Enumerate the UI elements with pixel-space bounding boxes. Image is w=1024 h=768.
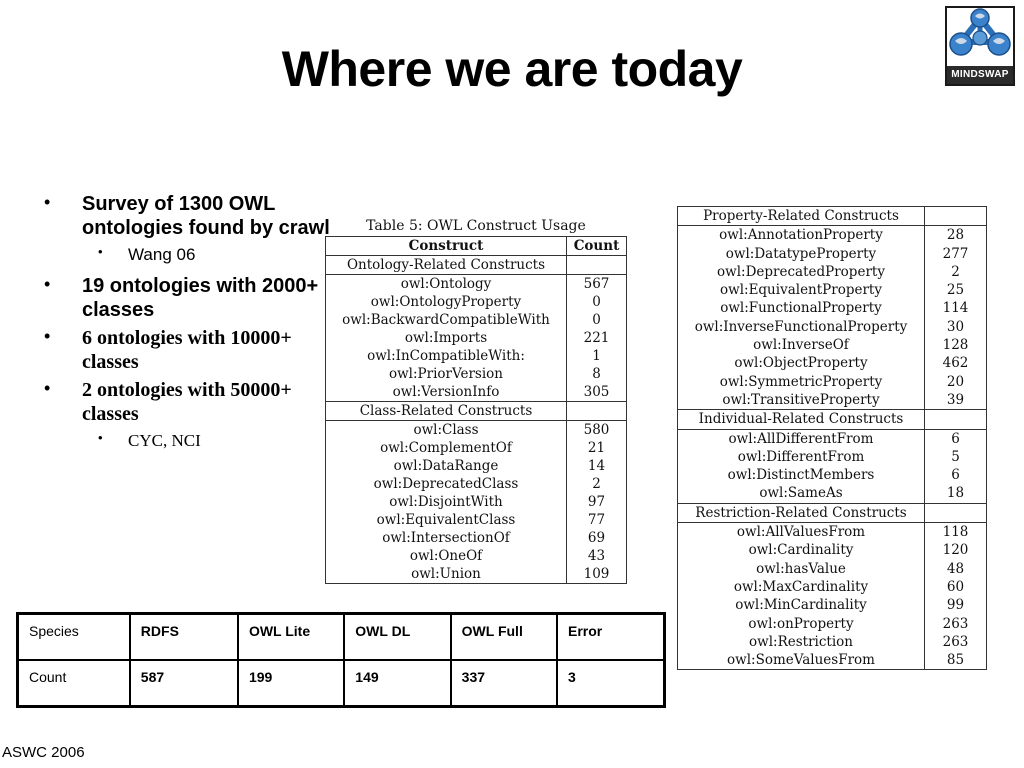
section-count-cell	[925, 207, 987, 226]
bullet-list	[40, 192, 340, 460]
construct-name: owl:EquivalentClass	[326, 511, 567, 529]
bullet-icon: •	[44, 378, 51, 398]
mindswap-logo	[945, 6, 1015, 86]
construct-count: 99	[925, 596, 987, 614]
bullet-icon: •	[44, 326, 51, 346]
table5-body	[326, 256, 627, 584]
table-row	[678, 523, 987, 542]
slide-title: Where we are today	[281, 41, 743, 97]
construct-count: 221	[567, 329, 627, 347]
table-row	[326, 529, 627, 547]
bullet-item	[40, 326, 340, 374]
table-row	[326, 457, 627, 475]
construct-name: owl:Restriction	[678, 633, 925, 651]
species-cell: Species	[18, 614, 130, 661]
table-row	[326, 475, 627, 493]
species-cell: 149	[344, 660, 450, 707]
construct-name: owl:ObjectProperty	[678, 354, 925, 372]
column-header: Count	[567, 237, 627, 256]
bullet-icon: •	[44, 192, 51, 212]
species-cell: 587	[130, 660, 238, 707]
construct-count: 77	[567, 511, 627, 529]
mindswap-logo-icon	[947, 8, 1013, 66]
construct-name: owl:Cardinality	[678, 541, 925, 559]
bullet-item	[40, 378, 340, 426]
table-row	[326, 493, 627, 511]
table-row	[678, 541, 987, 559]
table-row	[326, 547, 627, 565]
section-name: Property-Related Constructs	[678, 207, 925, 226]
bullet-text: 2 ontologies with 50000+ classes	[82, 379, 292, 425]
species-cell: 199	[238, 660, 344, 707]
construct-name: owl:TransitiveProperty	[678, 391, 925, 410]
species-cell: 3	[557, 660, 664, 707]
section-count-cell	[925, 410, 987, 429]
construct-name: owl:OneOf	[326, 547, 567, 565]
section-count-cell	[567, 402, 627, 421]
table-row	[326, 421, 627, 440]
construct-name: owl:AllDifferentFrom	[678, 429, 925, 448]
construct-count: 97	[567, 493, 627, 511]
construct-name: owl:DeprecatedProperty	[678, 263, 925, 281]
sub-bullet-item	[40, 430, 340, 452]
bullet-icon: •	[98, 430, 103, 445]
construct-count: 580	[567, 421, 627, 440]
construct-count: 277	[925, 245, 987, 263]
construct-count: 20	[925, 373, 987, 391]
construct-name: owl:InverseFunctionalProperty	[678, 318, 925, 336]
bullet-item	[40, 274, 340, 322]
construct-count: 48	[925, 560, 987, 578]
species-cell: Count	[18, 660, 130, 707]
table6-body	[678, 207, 987, 670]
table-row	[678, 245, 987, 263]
construct-count: 60	[925, 578, 987, 596]
species-cell: OWL DL	[344, 614, 450, 661]
construct-count: 1	[567, 347, 627, 365]
table-row	[678, 633, 987, 651]
construct-name: owl:AnnotationProperty	[678, 226, 925, 245]
bullet-icon: •	[98, 244, 103, 259]
construct-name: owl:BackwardCompatibleWith	[326, 311, 567, 329]
table-row	[678, 651, 987, 670]
sub-bullet-text: Wang 06	[128, 245, 196, 264]
section-name: Individual-Related Constructs	[678, 410, 925, 429]
species-cell: OWL Full	[451, 614, 557, 661]
table-row	[678, 391, 987, 410]
construct-name: owl:DatatypeProperty	[678, 245, 925, 263]
construct-name: owl:onProperty	[678, 615, 925, 633]
construct-count: 120	[925, 541, 987, 559]
construct-count: 43	[567, 547, 627, 565]
table-row	[678, 354, 987, 372]
construct-name: owl:InCompatibleWith:	[326, 347, 567, 365]
construct-name: owl:AllValuesFrom	[678, 523, 925, 542]
construct-count: 5	[925, 448, 987, 466]
species-cell: OWL Lite	[238, 614, 344, 661]
sub-bullet-text: CYC, NCI	[128, 431, 201, 450]
construct-count: 305	[567, 383, 627, 402]
construct-count: 0	[567, 293, 627, 311]
construct-name: owl:Class	[326, 421, 567, 440]
table-header-row	[326, 237, 627, 256]
section-name: Restriction-Related Constructs	[678, 503, 925, 522]
construct-count: 85	[925, 651, 987, 670]
construct-count: 8	[567, 365, 627, 383]
table-row	[326, 383, 627, 402]
table-row	[678, 578, 987, 596]
footer-label: ASWC 2006	[2, 744, 85, 761]
bullet-text: 6 ontologies with 10000+ classes	[82, 327, 292, 373]
construct-name: owl:SameAs	[678, 484, 925, 503]
species-cell: RDFS	[130, 614, 238, 661]
table-row	[678, 448, 987, 466]
table-row	[326, 511, 627, 529]
construct-name: owl:ComplementOf	[326, 439, 567, 457]
construct-count: 263	[925, 615, 987, 633]
section-count-cell	[567, 256, 627, 275]
logo-label: MINDSWAP	[947, 66, 1013, 84]
table-row	[326, 311, 627, 329]
construct-name: owl:OntologyProperty	[326, 293, 567, 311]
section-name: Class-Related Constructs	[326, 402, 567, 421]
section-count-cell	[925, 503, 987, 522]
construct-name: owl:MaxCardinality	[678, 578, 925, 596]
table-row	[678, 466, 987, 484]
species-cell: Error	[557, 614, 664, 661]
construct-count: 2	[567, 475, 627, 493]
table-row	[678, 318, 987, 336]
construct-name: owl:DifferentFrom	[678, 448, 925, 466]
property-constructs-table	[677, 206, 987, 670]
table5-caption: Table 5: OWL Construct Usage	[366, 218, 586, 234]
bullet-icon: •	[44, 274, 51, 294]
construct-count: 39	[925, 391, 987, 410]
species-cell: 337	[451, 660, 557, 707]
construct-name: owl:VersionInfo	[326, 383, 567, 402]
bullet-text: 19 ontologies with 2000+ classes	[82, 275, 319, 321]
table-row	[326, 565, 627, 584]
species-count-row	[18, 660, 665, 707]
table-row	[326, 365, 627, 383]
construct-name: owl:DeprecatedClass	[326, 475, 567, 493]
table-row	[678, 429, 987, 448]
construct-count: 14	[567, 457, 627, 475]
bullet-text: Survey of 1300 OWL ontologies found by crawl	[82, 193, 330, 239]
table-row	[326, 329, 627, 347]
table-row	[678, 373, 987, 391]
construct-name: owl:IntersectionOf	[326, 529, 567, 547]
construct-count: 2	[925, 263, 987, 281]
table-row	[678, 484, 987, 503]
table-row	[678, 615, 987, 633]
species-table	[16, 612, 666, 708]
construct-count: 263	[925, 633, 987, 651]
construct-name: owl:MinCardinality	[678, 596, 925, 614]
construct-count: 114	[925, 299, 987, 317]
table-row	[326, 275, 627, 294]
section-header-row	[326, 256, 627, 275]
section-header-row	[678, 207, 987, 226]
table-row	[678, 263, 987, 281]
construct-name: owl:DistinctMembers	[678, 466, 925, 484]
construct-count: 118	[925, 523, 987, 542]
construct-name: owl:Imports	[326, 329, 567, 347]
construct-name: owl:DisjointWith	[326, 493, 567, 511]
table-row	[678, 336, 987, 354]
species-header-row	[18, 614, 665, 661]
table-row	[678, 299, 987, 317]
table-row	[678, 560, 987, 578]
construct-count: 30	[925, 318, 987, 336]
construct-count: 128	[925, 336, 987, 354]
construct-name: owl:hasValue	[678, 560, 925, 578]
construct-count: 462	[925, 354, 987, 372]
construct-count: 109	[567, 565, 627, 584]
construct-count: 18	[925, 484, 987, 503]
construct-count: 567	[567, 275, 627, 294]
construct-count: 0	[567, 311, 627, 329]
construct-count: 28	[925, 226, 987, 245]
table-row	[326, 439, 627, 457]
table-row	[326, 293, 627, 311]
section-header-row	[326, 402, 627, 421]
section-header-row	[678, 410, 987, 429]
construct-count: 21	[567, 439, 627, 457]
construct-name: owl:Ontology	[326, 275, 567, 294]
table-row	[326, 347, 627, 365]
construct-name: owl:FunctionalProperty	[678, 299, 925, 317]
table-row	[678, 596, 987, 614]
sub-bullet-item	[40, 244, 340, 266]
bullet-item	[40, 192, 340, 240]
section-header-row	[678, 503, 987, 522]
column-header: Construct	[326, 237, 567, 256]
construct-count: 6	[925, 466, 987, 484]
construct-name: owl:EquivalentProperty	[678, 281, 925, 299]
section-name: Ontology-Related Constructs	[326, 256, 567, 275]
construct-count: 25	[925, 281, 987, 299]
construct-name: owl:InverseOf	[678, 336, 925, 354]
table-row	[678, 226, 987, 245]
construct-count: 69	[567, 529, 627, 547]
construct-name: owl:DataRange	[326, 457, 567, 475]
construct-count: 6	[925, 429, 987, 448]
table-row	[678, 281, 987, 299]
construct-name: owl:SymmetricProperty	[678, 373, 925, 391]
construct-name: owl:PriorVersion	[326, 365, 567, 383]
construct-name: owl:Union	[326, 565, 567, 584]
owl-construct-usage-table	[325, 236, 627, 584]
construct-name: owl:SomeValuesFrom	[678, 651, 925, 670]
